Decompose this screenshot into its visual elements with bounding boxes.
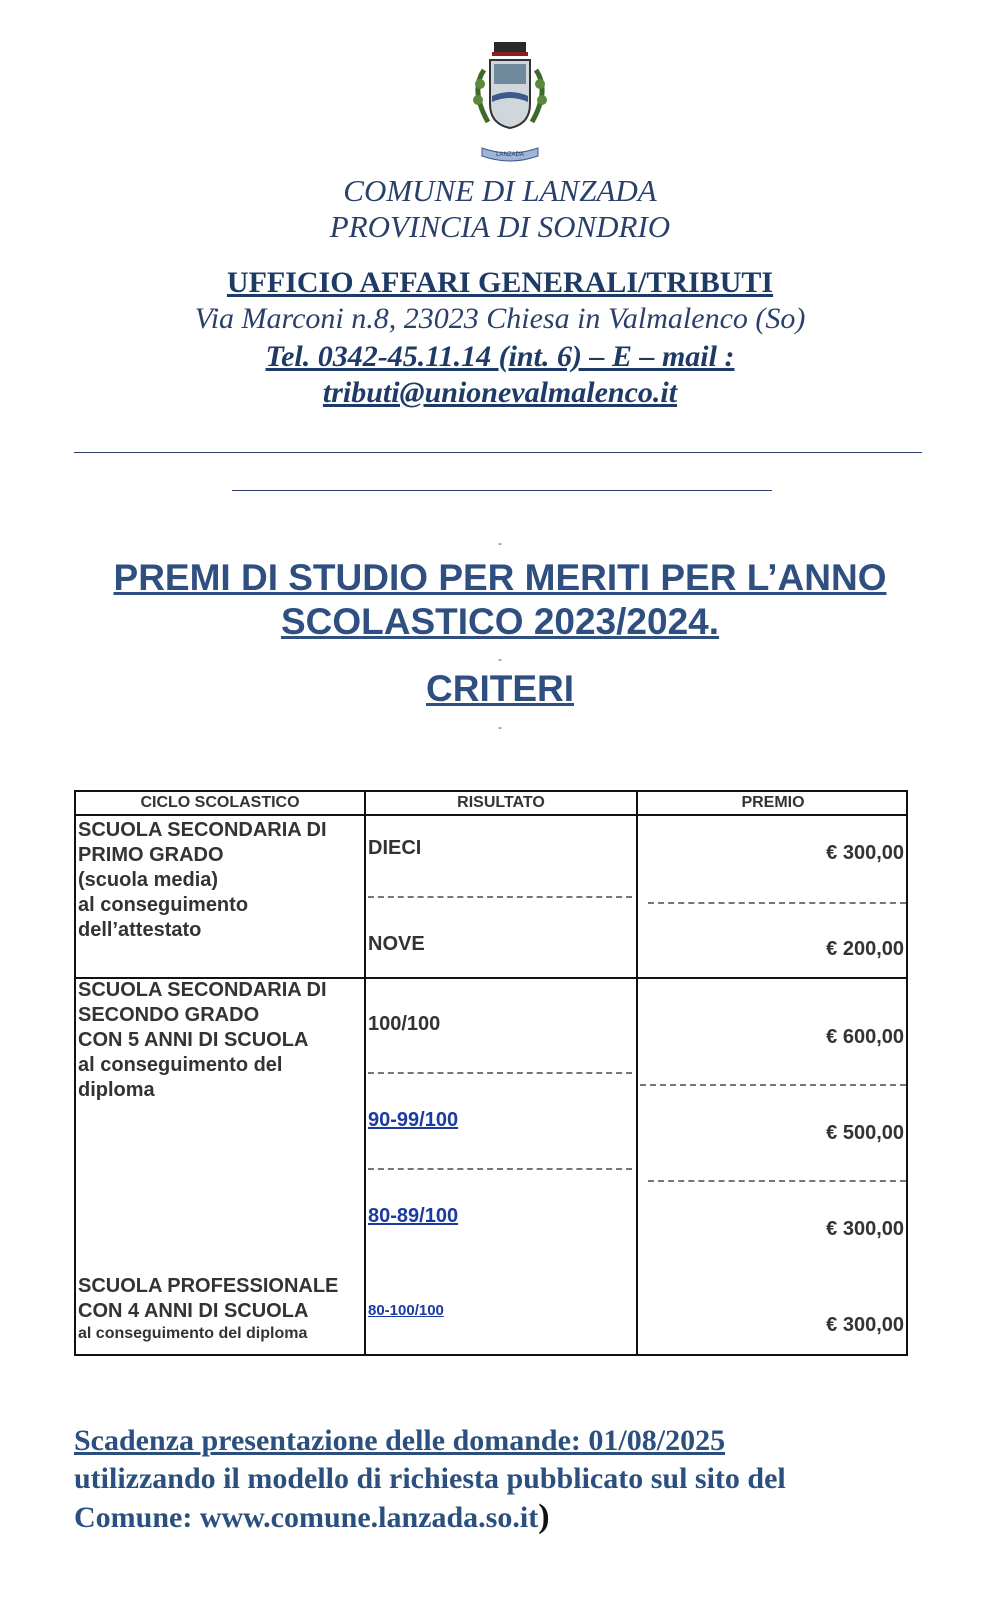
- table-header-cycle: CICLO SCOLASTICO: [140, 794, 300, 811]
- table-row-cycle: SCUOLA PROFESSIONALE CON 4 ANNI DI SCUOLA al conseguimento del diploma: [78, 1275, 339, 1342]
- website-link[interactable]: Comune: www.comune.lanzada.so.it: [74, 1501, 539, 1534]
- prize-value: € 200,00: [826, 938, 904, 960]
- footer-instructions: utilizzando il modello di richiesta pubblicato sul sito del: [74, 1462, 786, 1495]
- prize-value: € 300,00: [826, 1314, 904, 1336]
- table-header-result: RISULTATO: [457, 794, 545, 811]
- dash-mark: -: [498, 536, 502, 550]
- province-name: PROVINCIA DI SONDRIO: [329, 209, 671, 244]
- header-divider-short: [232, 490, 772, 491]
- criteria-heading: CRITERI: [426, 668, 574, 709]
- result-value: 80-89/100: [368, 1205, 459, 1227]
- result-value: 90-99/100: [368, 1109, 459, 1131]
- contact-phone-email: Tel. 0342-45.11.14 (int. 6) – E – mail :: [265, 340, 735, 373]
- table-row-cycle: SCUOLA SECONDARIA DI SECONDO GRADO CON 5 ANNI DI SCUOLA al conseguimento del diploma: [78, 979, 327, 1101]
- contact-email-address[interactable]: tributi@unionevalmalenco.it: [322, 376, 678, 409]
- criteria-table: [74, 790, 908, 1356]
- dash-mark: -: [498, 720, 502, 734]
- page-title-line1: PREMI DI STUDIO PER MERITI PER L’ANNO: [113, 557, 887, 598]
- result-value: 100/100: [368, 1013, 441, 1035]
- coat-of-arms-label: LANZADA: [496, 152, 524, 158]
- result-value: NOVE: [368, 933, 425, 955]
- office-address: Via Marconi n.8, 23023 Chiesa in Valmalenco (So): [194, 302, 806, 335]
- prize-value: € 600,00: [826, 1026, 904, 1048]
- municipality-name: COMUNE DI LANZADA: [343, 173, 657, 208]
- result-value: 80-100/100: [368, 1302, 444, 1319]
- page-title-line2: SCOLASTICO 2023/2024.: [280, 601, 720, 642]
- result-value: DIECI: [368, 837, 422, 859]
- table-row-cycle: SCUOLA SECONDARIA DI PRIMO GRADO (scuola media) al conseguimento dell’attestato: [78, 819, 327, 941]
- prize-value: € 500,00: [826, 1122, 904, 1144]
- coat-of-arms-icon: [462, 40, 558, 164]
- prize-value: € 300,00: [826, 1218, 904, 1240]
- prize-value: € 300,00: [826, 842, 904, 864]
- header-divider: [74, 452, 922, 453]
- office-name: UFFICIO AFFARI GENERALI/TRIBUTI: [226, 266, 774, 299]
- deadline-text: Scadenza presentazione delle domande: 01/08/2025: [74, 1424, 726, 1457]
- table-header-prize: PREMIO: [741, 794, 805, 811]
- dash-mark: -: [498, 652, 502, 666]
- footer-website: Comune: www.comune.lanzada.so.it): [74, 1498, 550, 1535]
